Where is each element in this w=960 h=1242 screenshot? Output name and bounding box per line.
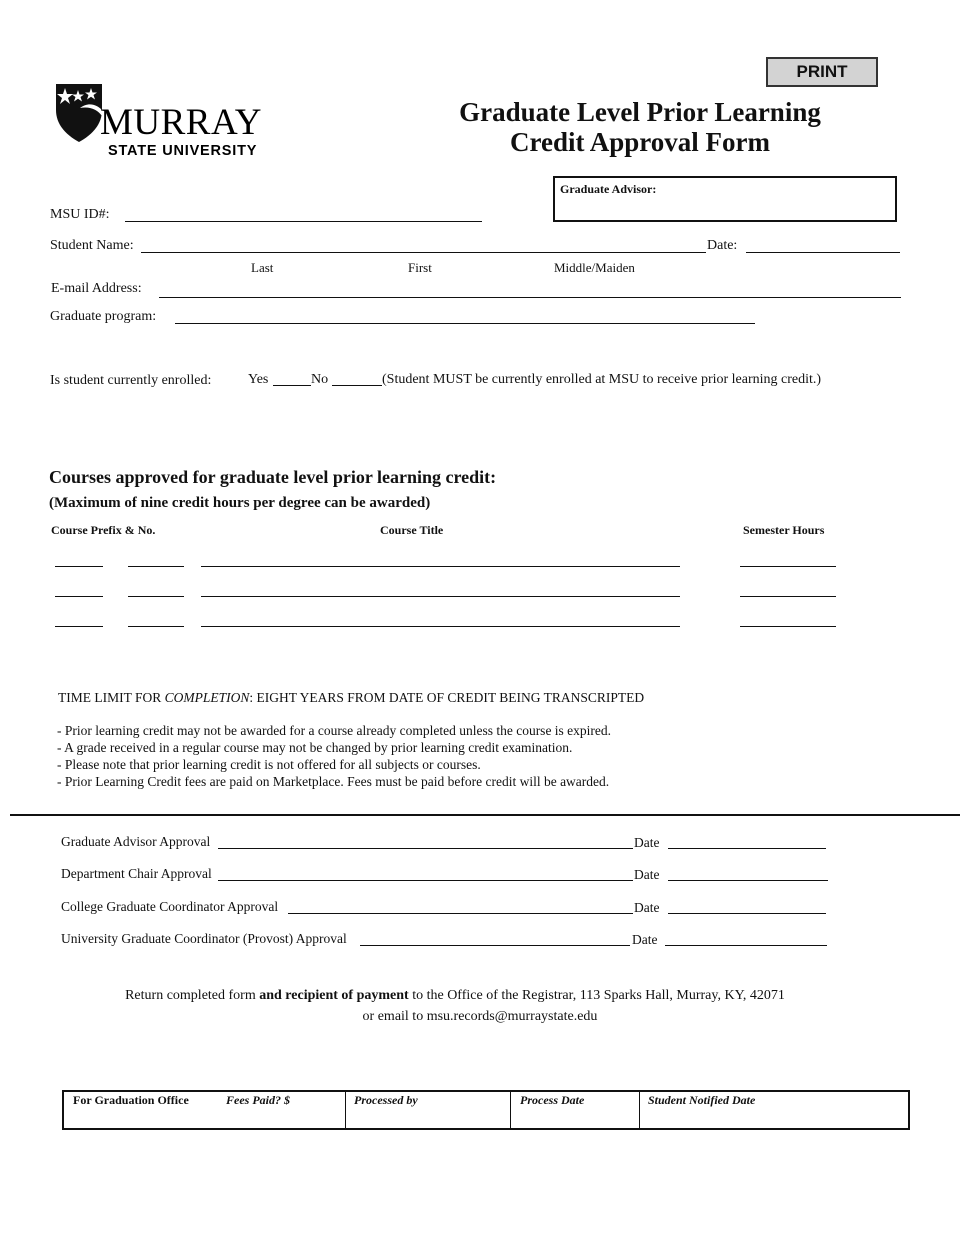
course-number-input[interactable] [128, 550, 184, 567]
enrolled-yes-input[interactable] [273, 369, 311, 386]
return-text-part1: Return completed form [125, 988, 260, 1003]
col-course-prefix: Course Prefix & No. [51, 523, 156, 537]
graduate-program-label: Graduate program: [50, 309, 157, 324]
email-label: E-mail Address: [51, 281, 142, 296]
approval-label: University Graduate Coordinator (Provost) Approval [61, 931, 347, 946]
time-limit-prefix: TIME LIMIT FOR [58, 690, 165, 705]
course-title-input[interactable] [201, 610, 680, 627]
student-name-input[interactable] [141, 236, 706, 253]
enrolled-question: Is student currently enrolled: [50, 373, 212, 388]
graduation-office-box [62, 1090, 910, 1130]
student-notified-label: Student Notified Date [648, 1093, 756, 1107]
approval-date-input[interactable] [665, 929, 827, 946]
email-input[interactable] [159, 281, 901, 298]
approval-date-label: Date [634, 835, 660, 850]
msu-id-label: MSU ID#: [50, 207, 110, 222]
date-label: Date: [707, 238, 738, 253]
office-label: For Graduation Office [73, 1093, 189, 1107]
approval-date-label: Date [634, 867, 660, 882]
course-title-input[interactable] [201, 580, 680, 597]
course-number-input[interactable] [128, 610, 184, 627]
process-date-label: Process Date [520, 1093, 585, 1107]
approval-label: College Graduate Coordinator Approval [61, 899, 279, 914]
approval-date-input[interactable] [668, 864, 828, 881]
fees-paid-label: Fees Paid? $ [226, 1093, 290, 1107]
logo-subtitle: STATE UNIVERSITY [108, 143, 258, 159]
form-title-line2: Credit Approval Form [510, 127, 770, 157]
semester-hours-input[interactable] [740, 610, 836, 627]
shield-stars-icon [54, 80, 104, 144]
semester-hours-input[interactable] [740, 550, 836, 567]
note-item: - Please note that prior learning credit is not offered for all subjects or courses. [57, 757, 481, 772]
graduate-program-input[interactable] [175, 307, 755, 324]
enrolled-yes-label: Yes [248, 372, 269, 387]
approval-signature-input[interactable] [218, 864, 633, 881]
course-number-input[interactable] [128, 580, 184, 597]
print-button[interactable]: PRINT [766, 57, 878, 87]
approval-signature-input[interactable] [288, 897, 633, 914]
approval-date-label: Date [634, 900, 660, 915]
office-cell-divider [345, 1092, 346, 1128]
course-prefix-input[interactable] [55, 580, 103, 597]
date-input[interactable] [746, 236, 900, 253]
office-cell-divider [639, 1092, 640, 1128]
time-limit-suffix: : EIGHT YEARS FROM DATE OF CREDIT BEING TRANSCRIPTED [249, 690, 645, 705]
graduate-advisor-box [553, 176, 897, 222]
enrolled-no-label: No [311, 372, 329, 387]
return-email-line: or email to msu.records@murraystate.edu [362, 1009, 598, 1024]
approval-signature-input[interactable] [218, 832, 633, 849]
approval-label: Department Chair Approval [61, 866, 212, 881]
courses-subheading: (Maximum of nine credit hours per degree can be awarded) [49, 495, 431, 511]
approval-signature-input[interactable] [360, 929, 630, 946]
courses-heading: Courses approved for graduate level prior learning credit: [49, 467, 497, 487]
section-divider [10, 814, 960, 816]
office-cell-divider [510, 1092, 511, 1128]
name-part-first: First [408, 260, 432, 275]
msu-id-input[interactable] [125, 205, 482, 222]
time-limit-emphasis: COMPLETION [164, 690, 250, 705]
col-course-title: Course Title [380, 523, 444, 537]
course-prefix-input[interactable] [55, 610, 103, 627]
graduate-advisor-input[interactable] [560, 200, 892, 220]
return-text-bold: and recipient of payment [259, 988, 409, 1003]
student-name-label: Student Name: [50, 238, 134, 253]
enrolled-note: (Student MUST be currently enrolled at MSU to receive prior learning credit.) [382, 372, 822, 387]
note-item: - Prior Learning Credit fees are paid on Marketplace. Fees must be paid before credit will be awarded. [57, 774, 610, 789]
approval-label: Graduate Advisor Approval [61, 834, 211, 849]
graduate-advisor-label: Graduate Advisor: [560, 182, 657, 196]
course-prefix-input[interactable] [55, 550, 103, 567]
time-limit-text [58, 690, 644, 706]
form-title-line1: Graduate Level Prior Learning [459, 97, 821, 127]
approval-date-input[interactable] [668, 832, 826, 849]
name-part-middle: Middle/Maiden [554, 260, 635, 275]
col-semester-hours: Semester Hours [743, 523, 825, 537]
enrolled-no-input[interactable] [332, 369, 382, 386]
logo-name: MURRAY [100, 102, 263, 143]
return-text-part2: to the Office of the Registrar, 113 Sparks Hall, Murray, KY, 42071 [408, 988, 785, 1003]
processed-by-label: Processed by [354, 1093, 418, 1107]
semester-hours-input[interactable] [740, 580, 836, 597]
note-item: - Prior learning credit may not be awarded for a course already completed unless the course is expired. [57, 723, 612, 738]
approval-date-input[interactable] [668, 897, 826, 914]
approval-date-label: Date [632, 932, 658, 947]
course-title-input[interactable] [201, 550, 680, 567]
name-part-last: Last [251, 260, 274, 275]
return-instructions [0, 988, 935, 1004]
note-item: - A grade received in a regular course may not be changed by prior learning credit examination. [57, 740, 573, 755]
